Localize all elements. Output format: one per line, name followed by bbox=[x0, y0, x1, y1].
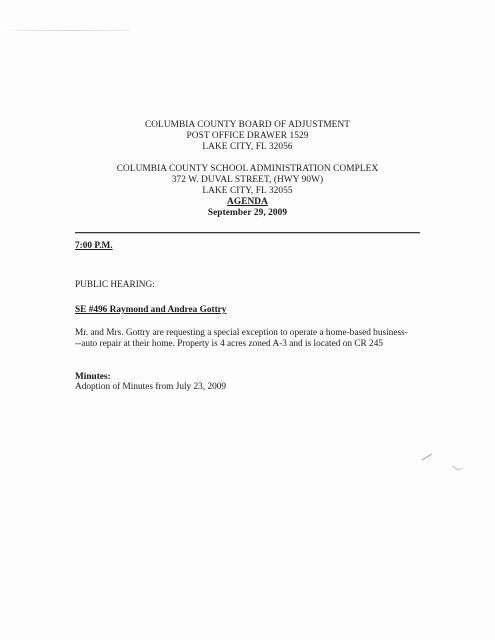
scan-artifact-line bbox=[0, 30, 130, 31]
venue-city: LAKE CITY, FL 32055 bbox=[202, 186, 293, 196]
description-line: Mr. and Mrs. Gottry are requesting a special exception to operate a home-based business- bbox=[75, 328, 408, 338]
scan-mark-icon bbox=[418, 448, 468, 478]
venue-header bbox=[0, 164, 495, 197]
venue-name: COLUMBIA COUNTY SCHOOL ADMINISTRATION COMPLEX bbox=[116, 164, 379, 174]
minutes-text: Adoption of Minutes from July 23, 2009 bbox=[75, 382, 227, 392]
public-hearing-label: PUBLIC HEARING: bbox=[75, 280, 155, 290]
meeting-time: 7:00 P.M. bbox=[75, 241, 113, 251]
horizontal-divider bbox=[75, 232, 420, 233]
board-city: LAKE CITY, FL 32056 bbox=[202, 142, 293, 152]
agenda-date: September 29, 2009 bbox=[207, 208, 288, 218]
description-line: --auto repair at their home. Property is 4 acres zoned A-3 and is located on CR 245 bbox=[75, 339, 383, 349]
board-name: COLUMBIA COUNTY BOARD OF ADJUSTMENT bbox=[144, 120, 351, 130]
board-mailing-address: POST OFFICE DRAWER 1529 bbox=[186, 131, 309, 141]
agenda-title: AGENDA bbox=[227, 197, 268, 207]
venue-street: 372 W. DUVAL STREET, (HWY 90W) bbox=[171, 175, 324, 185]
board-header bbox=[0, 120, 495, 153]
minutes-label: Minutes: bbox=[75, 372, 111, 382]
agenda-item-description bbox=[75, 328, 425, 350]
agenda-item-title: SE #496 Raymond and Andrea Gottry bbox=[75, 305, 227, 315]
agenda-heading bbox=[0, 197, 495, 219]
